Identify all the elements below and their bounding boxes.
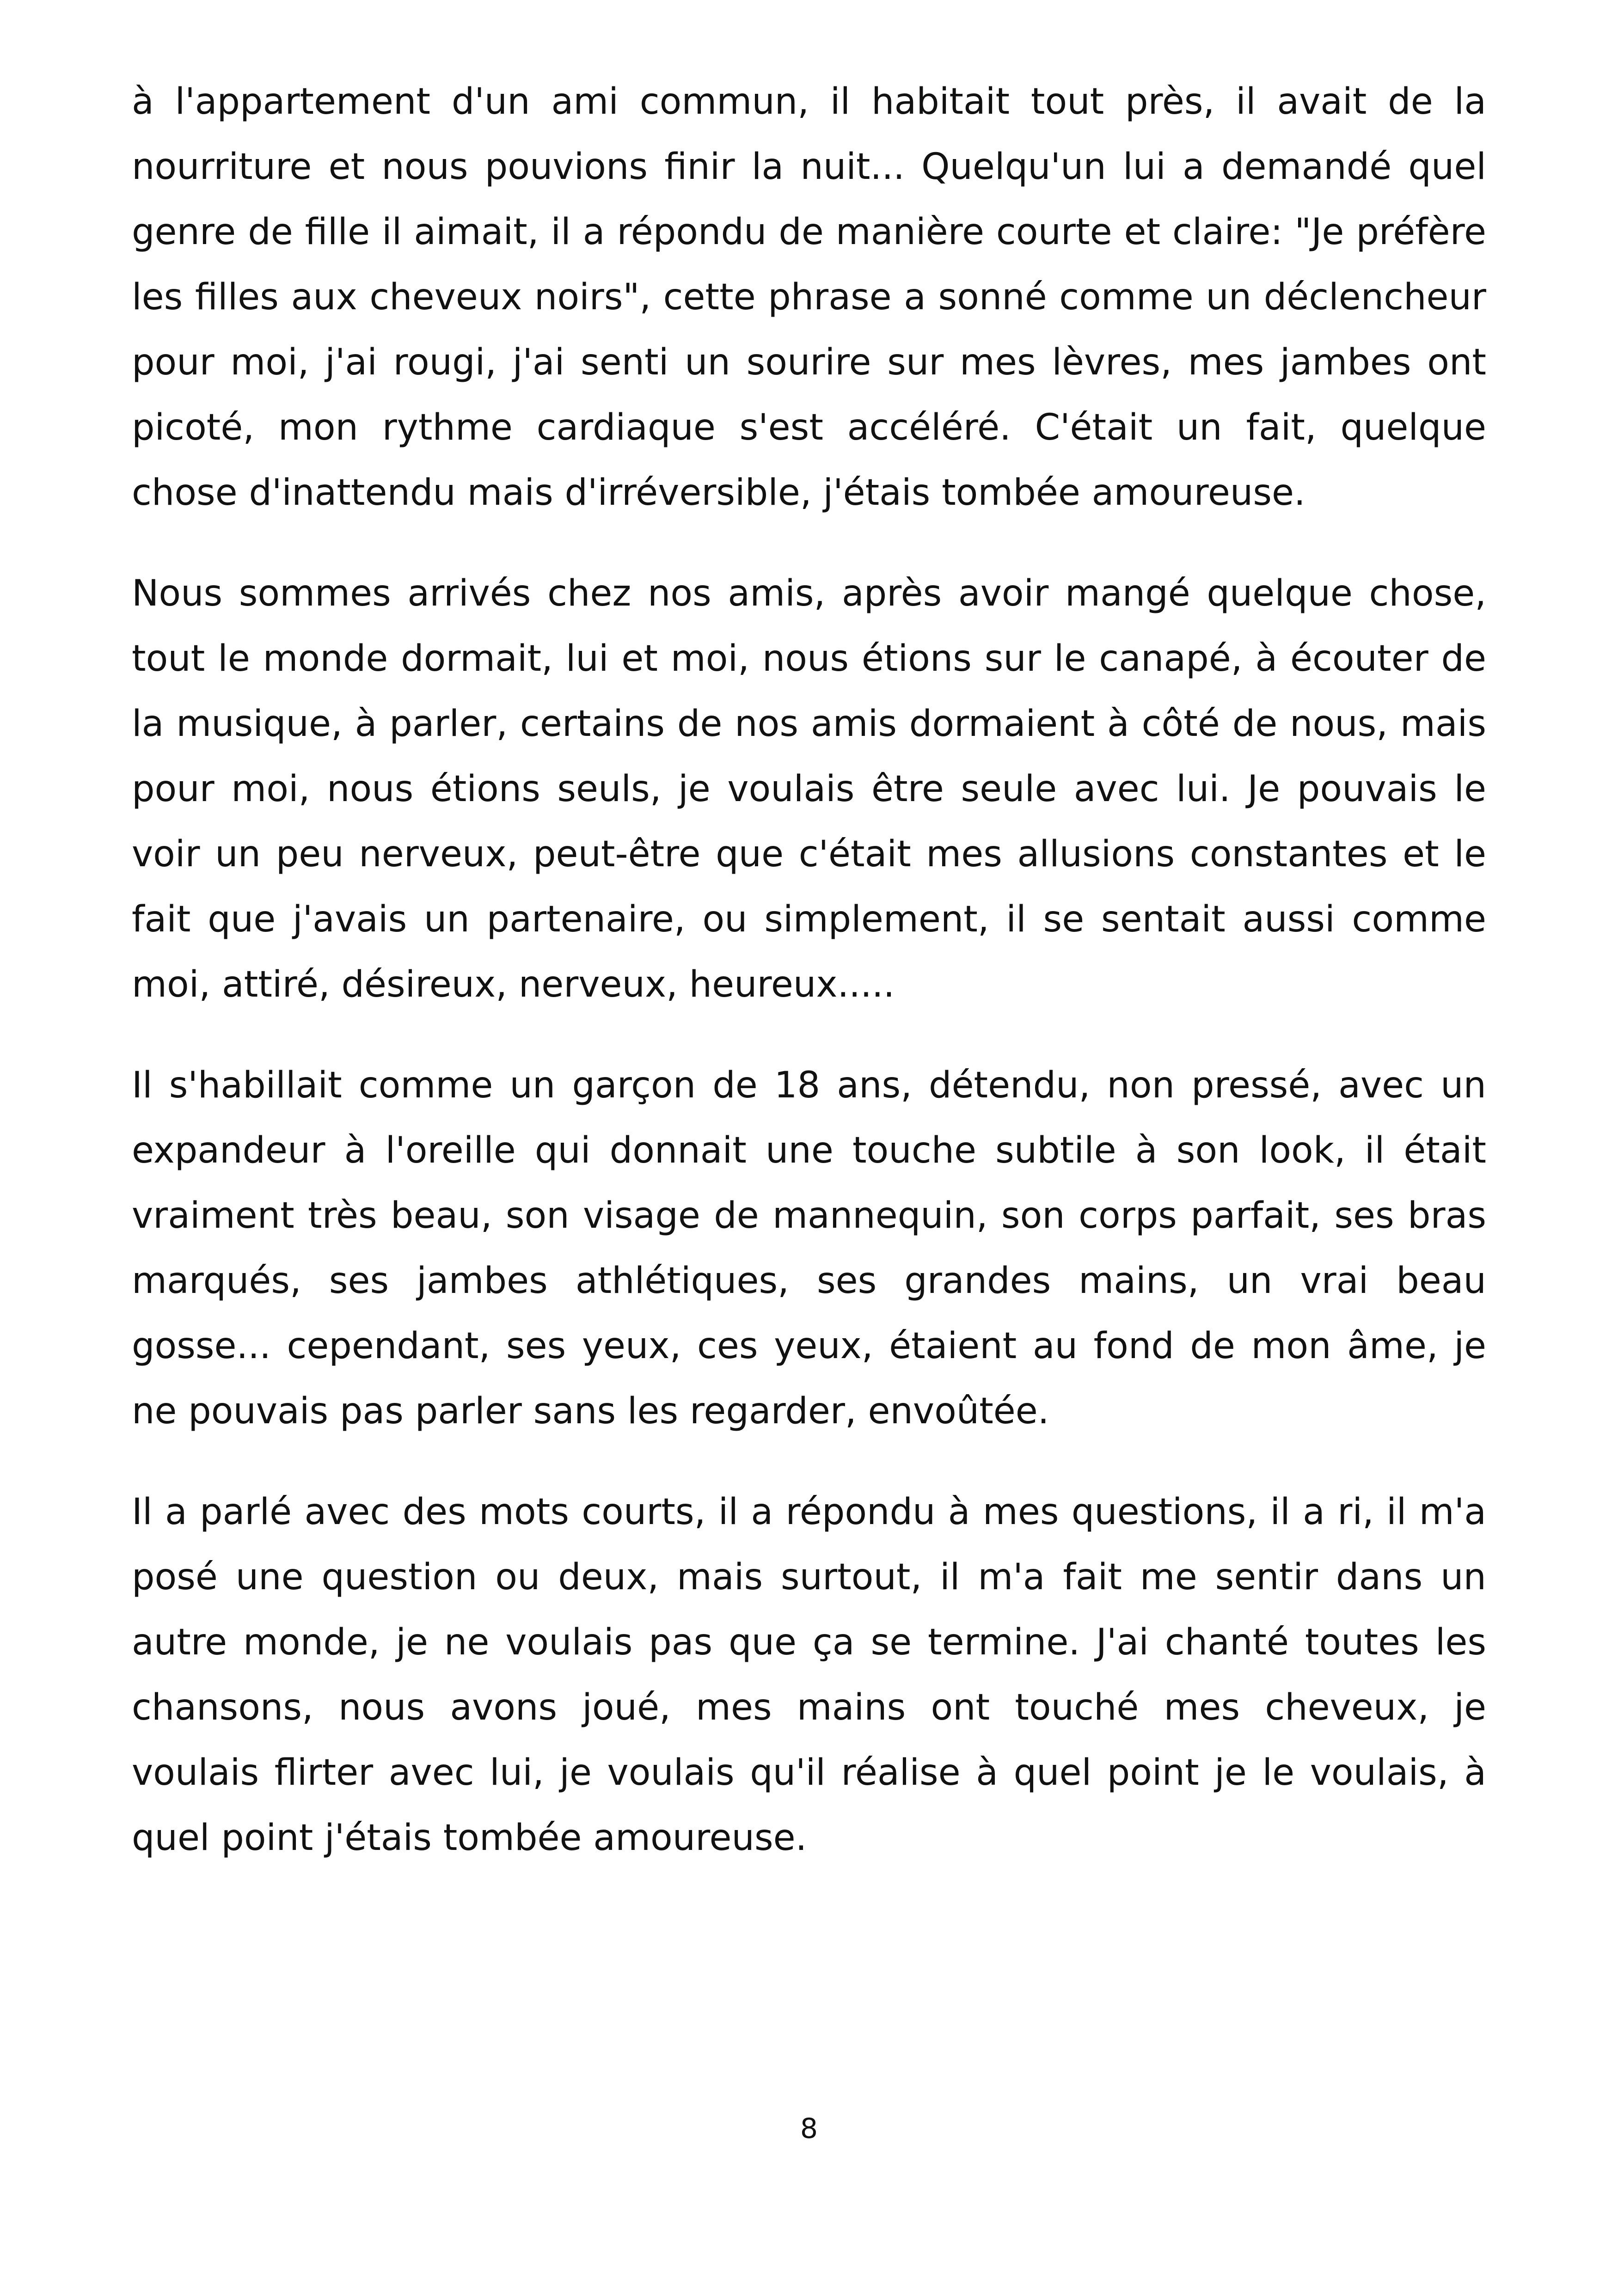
paragraph-4: Il a parlé avec des mots courts, il a répondu à mes questions, il a ri, il m'a posé une question ou deux, mais surtout, il m'a fait me sentir dans un autre monde, je ne voulais pas que ça se termine. J'ai chanté toutes les chansons, nous avons joué, mes mains ont touché mes cheveux, je voulais flirter avec lui, je voulais qu'il réalise à quel point je le voulais, à quel point j'étais tombée amoureuse. — [132, 1491, 1486, 1859]
paragraph-2: Nous sommes arrivés chez nos amis, après avoir mangé quelque chose, tout le monde dormait, lui et moi, nous étions sur le canapé, à écouter de la musique, à parler, certains de nos amis dormaient à côté de nous, mais pour moi, nous étions seuls, je voulais être seule avec lui. Je pouvais le voir un peu nerveux, peut-être que c'était mes allusions constantes et le fait que j'avais un partenaire, ou simplement, il se sentait aussi comme moi, attiré, désireux, nerveux, heureux..... — [132, 573, 1486, 1005]
page-number: 8 — [800, 2112, 818, 2145]
page-body — [132, 69, 1486, 1906]
paragraph-3: Il s'habillait comme un garçon de 18 ans, détendu, non pressé, avec un expandeur à l'oreille qui donnait une touche subtile à son look, il était vraiment très beau, son visage de mannequin, son corps parfait, ses bras marqués, ses jambes athlétiques, ses grandes mains, un vrai beau gosse... cependant, ses yeux, ces yeux, étaient au fond de mon âme, je ne pouvais pas parler sans les regarder, envoûtée. — [132, 1065, 1486, 1432]
paragraph-1: à l'appartement d'un ami commun, il habitait tout près, il avait de la nourriture et nous pouvions finir la nuit... Quelqu'un lui a demandé quel genre de fille il aimait, il a répondu de manière courte et claire: "Je préfère les filles aux cheveux noirs", cette phrase a sonné comme un déclencheur pour moi, j'ai rougi, j'ai senti un sourire sur mes lèvres, mes jambes ont picoté, mon rythme cardiaque s'est accéléré. C'était un fait, quelque chose d'inattendu mais d'irréversible, j'étais tombée amoureuse. — [132, 81, 1486, 514]
